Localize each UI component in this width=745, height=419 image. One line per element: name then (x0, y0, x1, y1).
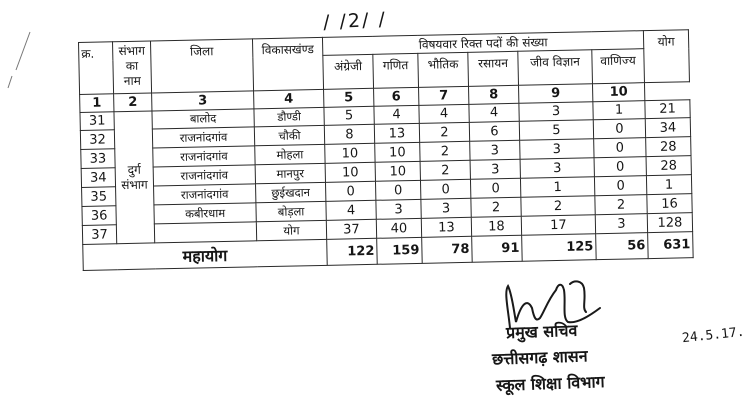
row-sr: 34 (81, 168, 115, 188)
row-value: 8 (324, 124, 374, 144)
row-value: 4 (469, 103, 519, 122)
header-subject: जीव विज्ञान (518, 50, 593, 86)
row-total: 21 (645, 100, 690, 119)
column-index: 2 (114, 93, 152, 112)
row-district: राजनांदगांव (152, 127, 254, 148)
column-index: 8 (469, 85, 519, 104)
row-value: 4 (326, 200, 376, 220)
header-district: जिला (150, 39, 253, 93)
row-total: 1 (646, 175, 691, 195)
row-value: 10 (375, 161, 420, 181)
row-district: कबीरधाम (154, 203, 256, 224)
row-value: 0 (325, 181, 375, 201)
row-value: 0 (594, 176, 646, 196)
grand-total-total: 631 (648, 232, 694, 259)
grand-total-value: 159 (377, 237, 423, 264)
grand-total-value: 125 (522, 234, 597, 262)
row-value: 2 (471, 197, 521, 217)
subtotal-value: 3 (595, 214, 647, 234)
row-value: 3 (519, 102, 593, 122)
row-value: 10 (325, 162, 375, 182)
row-block: डौण्डी (254, 107, 324, 126)
row-value: 0 (594, 157, 646, 177)
column-index: 3 (152, 91, 254, 111)
column-index: 7 (419, 86, 469, 105)
grand-total-value: 91 (472, 235, 523, 262)
vacancy-table-wrapper (78, 29, 694, 271)
row-value: 2 (595, 195, 647, 215)
row-block: चौकी (254, 125, 324, 145)
header-subject-group: विषयवार रिक्त पदों की संख्या (322, 31, 643, 56)
margin-pen-mark (2, 30, 42, 100)
header-block: विकासखंण्ड (252, 37, 323, 90)
division-cell: दुर्ग संभाग (114, 111, 155, 244)
row-total: 34 (645, 118, 690, 138)
row-value: 3 (470, 159, 520, 179)
header-subject: रसायन (468, 51, 519, 86)
subtotal-sr: 37 (82, 225, 116, 245)
row-value: 2 (420, 141, 470, 161)
column-index: 9 (519, 84, 593, 104)
row-total: 28 (646, 137, 691, 157)
header-total: योग (643, 30, 689, 83)
header-subject: अंग्रेजी (323, 54, 374, 89)
row-district: राजनांदगांव (153, 165, 255, 186)
subtotal-label: योग (256, 220, 326, 240)
row-value: 3 (421, 198, 471, 218)
row-value: 5 (519, 120, 593, 141)
column-index: 10 (592, 83, 644, 102)
signature-date: 24.5.17. (681, 324, 745, 347)
row-sr: 36 (82, 206, 116, 226)
row-value: 2 (420, 160, 470, 180)
row-value: 3 (376, 199, 421, 219)
row-value: 10 (375, 142, 420, 162)
column-index: 1 (80, 94, 114, 113)
row-value: 2 (419, 122, 469, 142)
signatory-title: प्रमुख सचिव (505, 320, 578, 343)
row-value: 1 (593, 101, 645, 120)
row-value: 5 (324, 106, 374, 125)
grand-total-value: 122 (327, 238, 378, 265)
row-value: 0 (594, 138, 646, 158)
subtotal-empty-cell (154, 222, 256, 243)
subtotal-value: 18 (471, 216, 521, 236)
row-value: 4 (419, 104, 469, 123)
row-value: 0 (593, 119, 645, 139)
row-sr: 31 (80, 112, 114, 131)
row-block: छुईखदान (256, 182, 326, 202)
row-value: 1 (520, 177, 594, 198)
row-value: 0 (420, 179, 470, 199)
row-block: मानपुर (255, 163, 325, 183)
page-number: / /2/ / (322, 8, 388, 34)
column-index: 4 (254, 89, 324, 108)
row-district: बालोद (152, 109, 254, 129)
row-block: मोहला (255, 144, 325, 164)
signatory-government: छत्तीसगढ़ शासन (491, 346, 588, 369)
row-value: 3 (470, 140, 520, 160)
subtotal-value: 37 (326, 219, 376, 239)
header-subject: भौतिक (418, 52, 469, 87)
signatory-department: स्कूल शिक्षा विभाग (495, 372, 605, 395)
header-subject: वाणिज्य (592, 49, 645, 84)
row-value: 6 (469, 121, 519, 141)
column-index: 6 (374, 87, 419, 106)
subtotal-value: 17 (521, 215, 595, 236)
row-total: 28 (646, 156, 691, 176)
row-value: 10 (325, 143, 375, 163)
header-division: संभाग का नाम (113, 41, 152, 94)
subtotal-value: 40 (376, 218, 421, 238)
row-value: 0 (375, 180, 420, 200)
row-block: बोड़ला (256, 201, 326, 221)
row-sr: 33 (81, 149, 115, 169)
header-subject: गणित (373, 53, 419, 88)
header-sr: क्र. (79, 42, 114, 95)
row-value: 3 (520, 158, 594, 179)
row-value: 0 (470, 178, 520, 198)
subtotal-total: 128 (647, 213, 692, 233)
row-value: 2 (521, 196, 595, 217)
vacancy-table (78, 29, 694, 271)
row-sr: 32 (80, 130, 114, 150)
signature-block (470, 278, 745, 408)
row-sr: 35 (82, 187, 116, 207)
row-total: 16 (647, 194, 692, 214)
row-value: 4 (374, 105, 419, 124)
grand-total-value: 78 (422, 236, 473, 263)
grand-total-value: 56 (596, 233, 649, 260)
subtotal-value: 13 (421, 217, 471, 237)
row-value: 13 (374, 123, 419, 143)
row-value: 3 (520, 139, 594, 160)
column-index: 5 (324, 88, 374, 107)
row-district: राजनांदगांव (154, 184, 256, 205)
row-district: राजनांदगांव (153, 146, 255, 167)
grand-total-label: महायोग (83, 239, 327, 270)
